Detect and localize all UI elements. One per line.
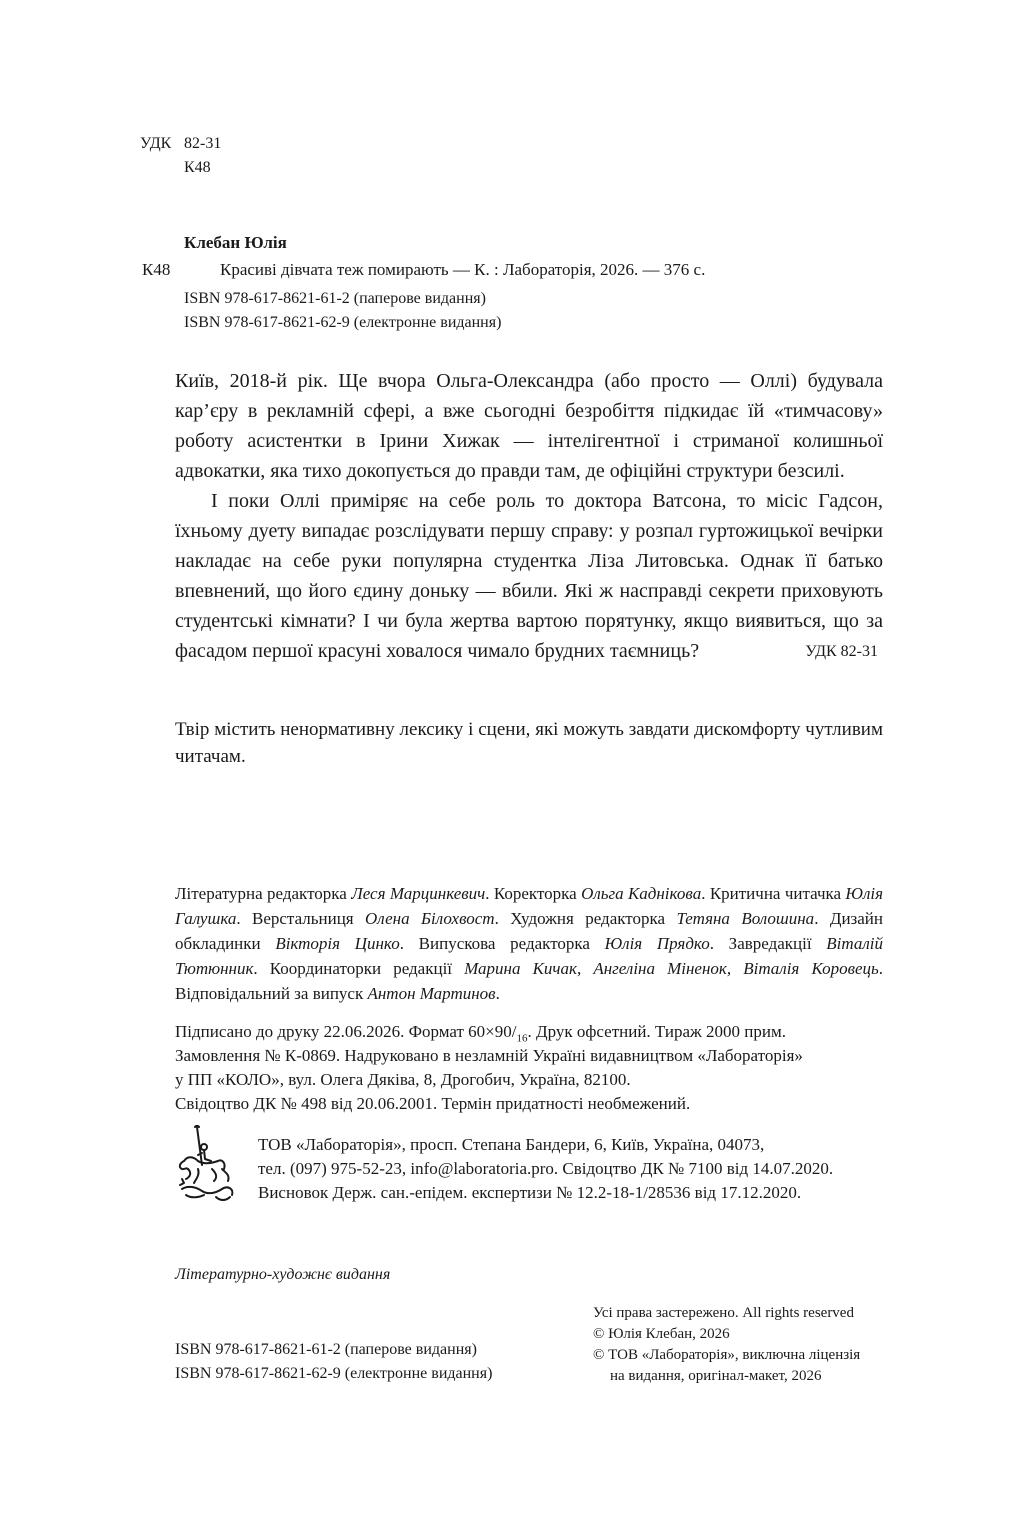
catalog-isbn-ebook: ISBN 978-617-8621-62-9 (електронне видання)	[184, 314, 502, 331]
footer-isbn-ebook: ISBN 978-617-8621-62-9 (електронне видання)	[175, 1365, 493, 1382]
catalog-sign: К48	[142, 260, 171, 279]
annotation-paragraph-2: І поки Оллі приміряє на себе роль то доктора Ватсона, то місіс Гадсон, їхньому дуету випадає розслідувати першу справу: у розпал гуртожицької вечірки накладає на себе руки популярна студентка Ліза Литовська. Однак її батько впевнений, що його єдину доньку — вбили. Які ж насправді секрети приховують студентські кімнати? І чи була жертва вартою порятунку, якщо виявиться, що за фасадом першої красуні ховалося чимало брудних таємниць?	[175, 490, 883, 662]
credit-separator: .	[494, 909, 511, 928]
print-info-line-2: Замовлення № К-0869. Надруковано в незламній Україні видавництвом «Лабораторія»	[175, 1046, 803, 1065]
credit-separator: .	[709, 934, 729, 953]
credit-name: Юлія Прядко	[604, 934, 710, 953]
credit-role: Літературна редакторка	[175, 884, 352, 903]
credit-role: Завредакції	[728, 934, 827, 953]
author-sign: К48	[184, 159, 211, 176]
credit-separator: .	[253, 959, 270, 978]
annotation-udk: УДК 82-31	[805, 643, 878, 660]
rights-line-1: Усі права застережено. All rights reserved	[593, 1305, 854, 1321]
knight-on-horse-logo-icon	[176, 1125, 238, 1203]
credit-name: Юлія Галушка	[175, 884, 884, 928]
udk-code: 82-31	[184, 135, 222, 152]
catalog-description: Красиві дівчата теж помирають — К. : Лабораторія, 2026. — 376 с.	[220, 260, 706, 279]
credit-role: Відповідальний за випуск	[175, 984, 368, 1003]
credit-separator: .	[701, 884, 710, 903]
credit-name: Віталій Тютюнник	[175, 934, 883, 978]
rights-line-3: © ТОВ «Лабораторія», виключна ліцензія	[593, 1347, 861, 1363]
catalog-author: Клебан Юлія	[184, 233, 287, 252]
udk-label: УДК	[140, 135, 172, 152]
credit-role: Художня редакторка	[510, 909, 677, 928]
content-warning: Твір містить ненормативну лексику і сцени, які можуть завдати дискомфорту чутливим читачам.	[175, 719, 883, 767]
credit-separator: .	[485, 884, 494, 903]
credit-separator: .	[236, 909, 252, 928]
publisher-line-3: Висновок Держ. сан.-епідем. експертизи № 12.2-18-1/28536 від 17.12.2020.	[258, 1183, 802, 1202]
edition-type: Літературно-художнє видання	[175, 1266, 391, 1283]
catalog-isbn-print: ISBN 978-617-8621-61-2 (паперове видання)	[184, 290, 486, 307]
credit-name: Ольга Кадніковa	[581, 884, 702, 903]
credit-name: Олена Білохвост	[365, 909, 495, 928]
annotation	[175, 366, 883, 666]
footer-isbn-print: ISBN 978-617-8621-61-2 (паперове видання)	[175, 1341, 477, 1358]
annotation-paragraph-1: Київ, 2018-й рік. Ще вчора Ольга-Олександра (або просто — Оллі) будувала кар’єру в рекламній сфері, а вже сьогодні безробіття підкидає їй «тимчасову» роботу асистентки в Ірини Хижак — інтелігентної і стриманої колишньої адвокатки, яка тихо докопується до правди там, де офіційні структури безсилі.	[175, 370, 883, 482]
credits	[175, 881, 883, 1006]
print-info-line-1: Підписано до друку 22.06.2026. Формат $60\times 90/_{16}$. Друк офсетний. Тираж 2000 прим.	[175, 1022, 786, 1045]
credit-separator: .	[814, 909, 830, 928]
credit-role: Координаторки редакції	[269, 959, 465, 978]
publisher-line-2: тел. (097) 975-52-23, info@laboratoria.pro. Свідоцтво ДК № 7100 від 14.07.2020.	[258, 1159, 834, 1178]
credit-role: Випускова редакторка	[418, 934, 605, 953]
credit-role: Критична читачка	[709, 884, 846, 903]
publisher-line-1: ТОВ «Лабораторія», просп. Степана Бандери, 6, Київ, Україна, 04073,	[258, 1135, 765, 1154]
credit-role: Дизайн обкладинки	[175, 909, 883, 953]
print-info-line-4: Свідоцтво ДК № 498 від 20.06.2001. Термін придатності необмежений.	[175, 1094, 691, 1113]
credit-name: Марина Кичак, Ангеліна Міненок, Віталія Коровець	[464, 959, 879, 978]
credit-separator: .	[399, 934, 419, 953]
rights-line-4: на видання, оригінал-макет, 2026	[610, 1368, 822, 1384]
credit-role: Коректорка	[493, 884, 582, 903]
credit-name: Антон Мартинов	[367, 984, 496, 1003]
print-info-line-3: у ПП «КОЛО», вул. Олега Дяківа, 8, Дрогобич, Україна, 82100.	[175, 1070, 631, 1089]
credit-name: Вікторія Цинко	[275, 934, 400, 953]
credit-name: Тетяна Волошина	[676, 909, 815, 928]
rights-line-2: © Юлія Клебан, 2026	[593, 1326, 730, 1342]
credit-name: Леся Марцинкевич	[351, 884, 486, 903]
credit-separator: .	[495, 984, 500, 1003]
credit-role: Верстальниця	[252, 909, 366, 928]
credit-separator: .	[878, 959, 884, 978]
